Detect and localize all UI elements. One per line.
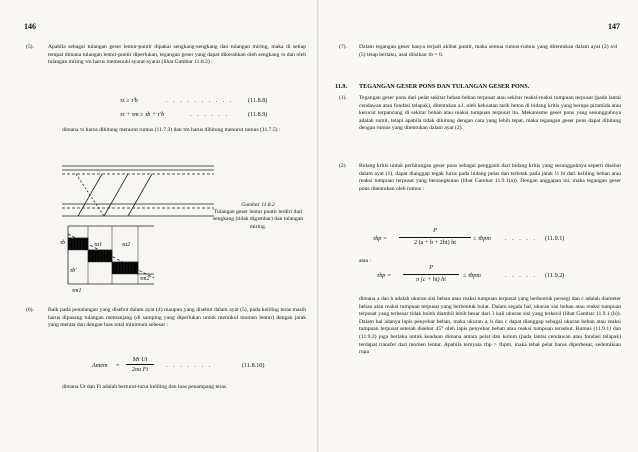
leader-dots: . . . . . bbox=[505, 272, 537, 279]
equation-11-8-10-lhs: Amem bbox=[92, 362, 108, 369]
equation-11-8-9-expr: τs + τm ≥ τb + τ'b bbox=[120, 111, 165, 118]
fraction-numerator: P bbox=[433, 227, 437, 234]
fraction-denominator: 2σa Ft bbox=[131, 366, 149, 373]
label-tau-b: τb bbox=[60, 240, 66, 246]
item-6-after: dimana Ut dan Ft adalah berturut-turut keliling dan luas penampang teras. bbox=[62, 384, 228, 390]
item-5-paragraph bbox=[26, 44, 306, 67]
equation-11-9-2-number: (11.9.2) bbox=[545, 272, 565, 279]
equation-11-9-2-rhs: ≤ τ̄bpm bbox=[463, 272, 481, 279]
fraction-denominator: π (c + ht) ht bbox=[416, 276, 446, 283]
equals-sign: = bbox=[116, 362, 120, 369]
item-1-text: Tegangan geser pons dari pelat sekitar beban-beban terpusat atau sekitar reaksi-reaksi tumpuan terpusat (pada lantai cendawan atau fondasi telapak), ditentukan a.l. oleh kekuatan tarik beton di bidang kritis yang berupa piramida atau kerucut terpancung di sekitar beban atau reaksi tumpuan terpusat itu. Mekanisme geser pons yang sesungguhnya adalah rumit, tetapi apabila tidak dihitung dengan cara yang lebih tepat, maka tegangan geser pons dapat dihitung dengan rumus yang ditentukan dalam ayat (2). bbox=[359, 95, 621, 132]
item-2-label: (2). bbox=[339, 163, 347, 169]
leader-dots: . . . . . . . . . . bbox=[166, 97, 234, 104]
fraction-numerator: Mt Ut bbox=[132, 356, 148, 363]
fraction-denominator: 2 (a + b + 2ht) ht bbox=[413, 239, 457, 246]
item-1-label: (1). bbox=[339, 95, 347, 101]
after-equations-text: dimana a dan b adalah ukuran sisi beban atau reaksi tumpuan terpusat yang berbentuk persegi dan c adalah diameter beban atau reaksi tumpuan terpusat yang berbentuk bulat. Dalam segala hal, ukuran sisi beban atau reaksi tumpuan terpusat yang terbesar tidak boleh diambil lebih besar dari 3 kali ukuran sisi yang terkecil (lihat Gambar 11.9.1 (b)). Dalam hal adanya lapis penyebar beban, maka ukuran a, b dan c dapat dianggap sebagai ukuran beban atau reaksi tumpuan terpusat setelah disebar 45° oleh lapis penyebar beban atau reaksi tumpuan tersebut. Rumus (11.9.1) dan (11.9.2) juga berlaku untuk keadaan dimana antara pelat dan kolom (pada lantai cendawan atau fondasi telapak) terdapat transfer dari momen lentur. Apabila ternyata τbp > τ̄bpm, maka tebal pelat harus diperbesar, sedemikian rupa bbox=[359, 296, 621, 356]
fraction-bar bbox=[403, 274, 459, 275]
where-text: dimana τs harus dihitung menurut rumus (11.7.3) dan τm harus dihitung menurut rumus (11.7.5) : bbox=[62, 127, 281, 133]
equation-11-8-10-number: (11.8.10) bbox=[242, 362, 265, 369]
page-number-left: 146 bbox=[24, 22, 36, 31]
equation-11-9-1-rhs: ≤ τ̄bpm bbox=[473, 235, 491, 242]
label-tau-a2: τa2 bbox=[122, 242, 131, 248]
label-tau-a1: τa1 bbox=[94, 242, 103, 248]
equation-11-8-8 bbox=[120, 97, 268, 104]
item-7-label: (7). bbox=[339, 44, 347, 50]
item-7-paragraph bbox=[339, 44, 617, 59]
label-tau-m2: τm2 bbox=[140, 276, 150, 282]
item-5-text: Apabila sebagai tulangan geser lentur-puntir dipakai sengkang-sengkang dan tulangan miring, maka di setiap tempat dimana tulangan lentur-puntir diperlukan, tegangan geser yang dapat dikerahkan oleh sengkang τs dan oleh tulangan miring τm harus memenuhi syarat-syarat (lihat Gambar 11.8.2) : bbox=[48, 44, 306, 66]
right-page bbox=[319, 0, 638, 452]
label-tau-m1: τm1 bbox=[72, 288, 82, 294]
equation-11-8-8-number: (11.8.8) bbox=[248, 97, 268, 104]
leader-dots: . . . . . . . bbox=[166, 362, 213, 369]
equation-11-8-8-expr: τs ≥ τ'b bbox=[120, 97, 138, 104]
section-number: 11.9. bbox=[335, 83, 348, 90]
equation-11-9-2-lhs: τbp = bbox=[377, 272, 392, 279]
figure-caption-text: Tulangan geser lentur puntir terdiri dari sengkang (tidak digambar) dan tulangan miring. bbox=[212, 209, 304, 230]
label-tau-b-prime: τb' bbox=[70, 268, 77, 274]
figure-caption bbox=[210, 202, 306, 231]
item-2-text: Bidang kritis untuk perhitungan geser pons sebagai pengganti dari bidang kritis yang sesungguhnya seperti disebut dalam ayat (1), dapat dianggap tegak lurus pada bidang pelat dan terletak pada jarak ½ ht dari keliling beban atau reaksi tumpuan terpusat yang bersangkutan (lihat Gambar 11.9.1(a)). Dengan anggapan ini, maka tegangan geser pons ditentukan oleh rumus : bbox=[359, 163, 621, 192]
item-6-text: Baik pada penulangan yang disebut dalam ayat (4) maupun yang disebut dalam ayat (5), pada keliling teras masih harus dipasang tulangan memanjang (di samping yang diperlukan untuk memikul momen lentur) dengan jarak yang merata dan dengan luas total minimum sebesar : bbox=[48, 307, 306, 329]
fraction-numerator: P bbox=[429, 264, 433, 271]
figure-title: Gambar 11.8.2 bbox=[241, 202, 275, 208]
fraction-bar bbox=[399, 237, 471, 238]
item-7-text: Dalam tegangan geser hanya terjadi akibat puntir, maka semua rumus-rumus yang ditentukan dalam ayat (2) s/d (5) tetap berlaku, asal diisikan τb = 0. bbox=[359, 44, 617, 58]
equation-11-9-1-lhs: τbp = bbox=[373, 235, 388, 242]
equation-11-8-9 bbox=[120, 111, 268, 118]
page-number-right: 147 bbox=[608, 22, 620, 31]
figure-11-8-2-drawing bbox=[58, 154, 218, 294]
item-6-paragraph bbox=[26, 307, 306, 330]
leader-dots: . . . . . . bbox=[190, 111, 230, 118]
section-heading bbox=[335, 83, 529, 90]
equation-11-9-1-number: (11.9.1) bbox=[545, 235, 565, 242]
atau-text: atau : bbox=[359, 258, 372, 264]
item-2-paragraph bbox=[339, 163, 621, 193]
item-5-label: (5). bbox=[26, 44, 34, 50]
leader-dots: . . . . . bbox=[505, 235, 537, 242]
section-title: TEGANGAN GESER PONS DAN TULANGAN GESER PONS. bbox=[359, 83, 530, 90]
equation-11-8-9-number: (11.8.9) bbox=[248, 111, 268, 118]
item-6-label: (6). bbox=[26, 307, 34, 313]
fraction-bar bbox=[126, 364, 154, 365]
item-1-paragraph bbox=[339, 95, 621, 133]
